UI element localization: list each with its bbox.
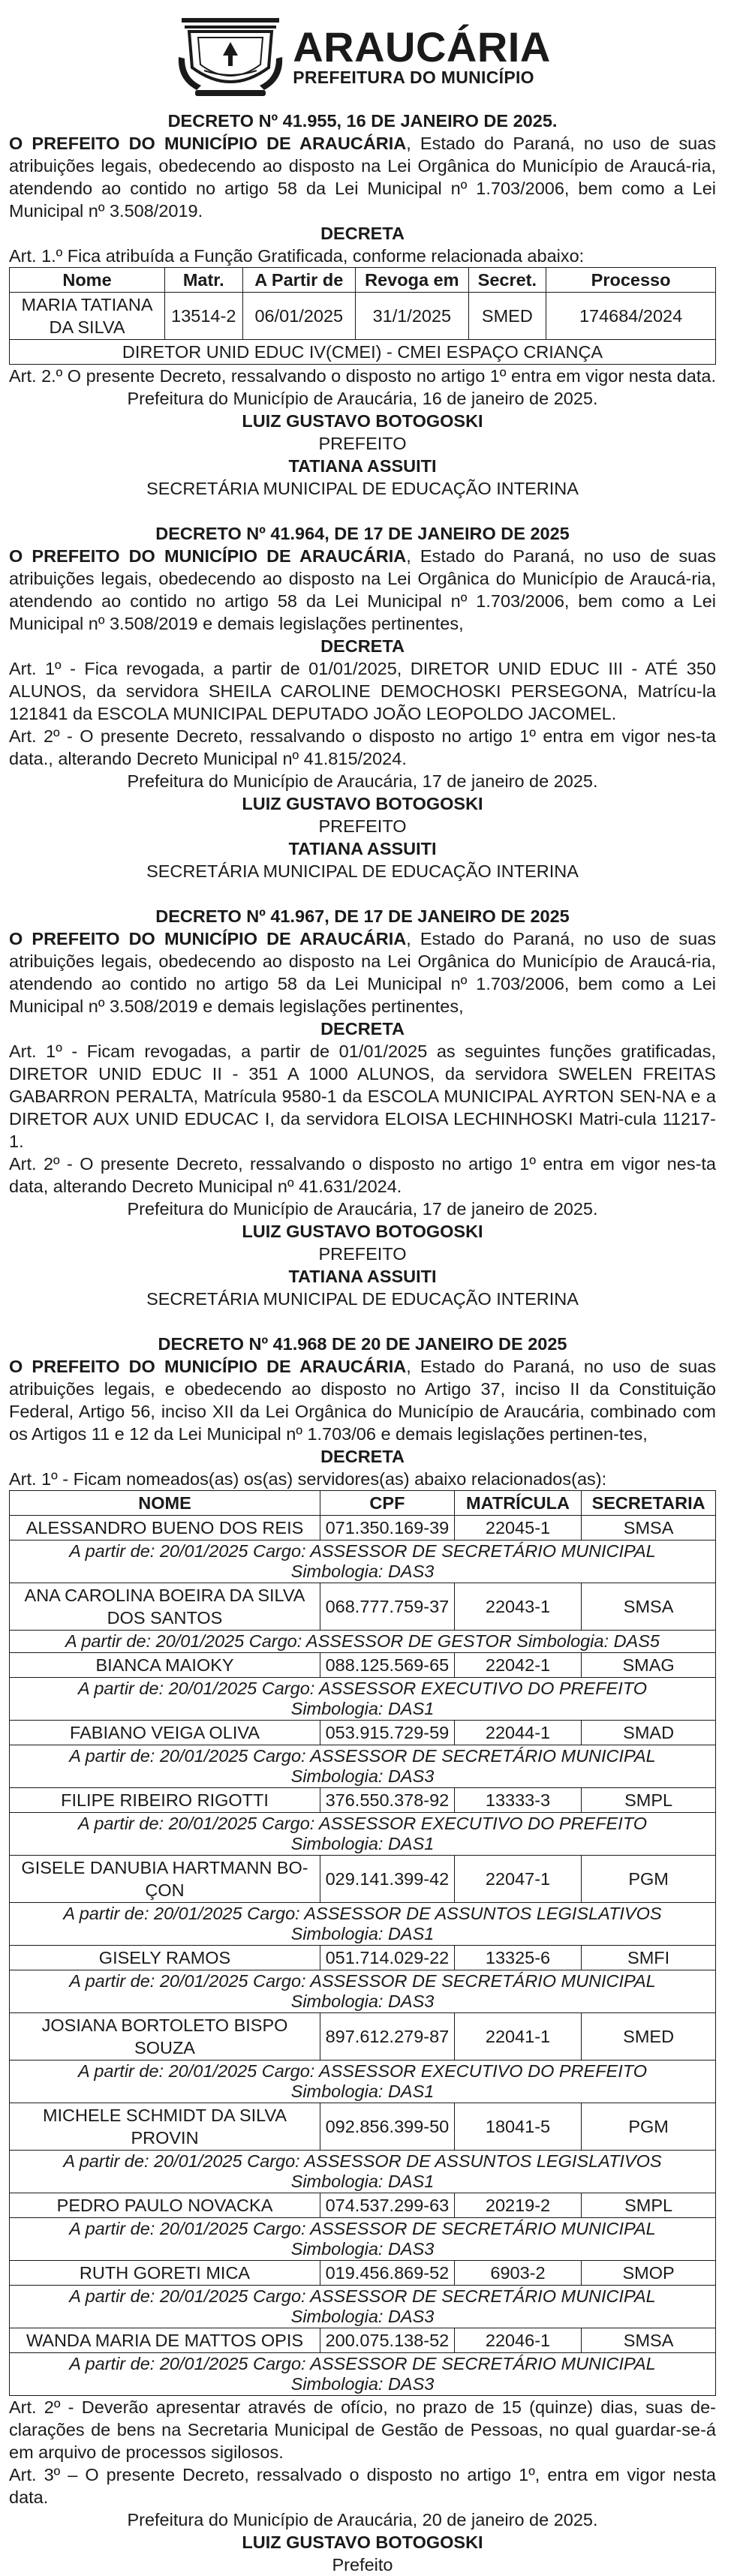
cell-secretaria: PGM [582, 1856, 716, 1903]
decree-41964 [9, 522, 716, 882]
table-row-detail [10, 1970, 716, 2013]
col-revoga-em: Revoga em [356, 268, 469, 293]
cell-cargo [10, 1745, 716, 1788]
table-row-detail [10, 2218, 716, 2261]
cell-cargo [10, 2151, 716, 2193]
cell-processo: 174684/2024 [546, 293, 716, 340]
decreta-label: DECRETA [320, 224, 405, 243]
col-processo: Processo [546, 268, 716, 293]
cell-cpf: 088.125.569-65 [320, 1653, 455, 1678]
place-date: Prefeitura do Município de Araucária, 16 de janeiro de 2025. [127, 389, 598, 408]
article-3: Art. 3º – O presente Decreto, ressalvado o disposto no artigo 1º, entra em vigor nesta data. [9, 2465, 716, 2507]
table-body [10, 1516, 716, 2396]
decree-title: DECRETO Nº 41.968 DE 20 DE JANEIRO DE 2025 [158, 1334, 567, 1354]
cell-cpf: 019.456.869-52 [320, 2261, 455, 2286]
col-matr: Matr. [165, 268, 243, 293]
place-date: Prefeitura do Município de Araucária, 20 de janeiro de 2025. [127, 2510, 598, 2529]
cell-matricula: 22045-1 [454, 1516, 581, 1540]
cargo-line: A partir de: 20/01/2025 Cargo: ASSESSOR DE SECRETÁRIO MUNICIPAL [69, 1971, 656, 1991]
table-row [10, 1946, 716, 1970]
table-row [10, 2328, 716, 2353]
cell-secret: SMED [468, 293, 546, 340]
table-row-detail [10, 2060, 716, 2103]
simbologia-line: Simbologia: DAS3 [290, 1766, 435, 1786]
article-1: Art. 1º - Fica revogada, a partir de 01/01/2025, DIRETOR UNID EDUC III - ATÉ 350 ALUNOS, da servidora SHEILA CAROLINE DEMOCHOSKI PERSEGONA, Matrícu-la 121841 da ESCOLA MUNICIPAL DEPUTADO JOÃO LEOPOLDO JACOMEL. [9, 659, 716, 723]
cell-secretaria: SMFI [582, 1946, 716, 1970]
cell-cpf: 053.915.729-59 [320, 1721, 455, 1745]
cell-nome: RUTH GORETI MICA [10, 2261, 320, 2286]
preamble-bold: O PREFEITO DO MUNICÍPIO DE ARAUCÁRIA [9, 546, 407, 566]
cell-nome: MARIA TATIANA DA SILVA [10, 293, 165, 340]
cell-matr: 13514-2 [165, 293, 243, 340]
preamble-bold: O PREFEITO DO MUNICÍPIO DE ARAUCÁRIA [9, 1357, 407, 1376]
table-row [10, 1583, 716, 1631]
cell-matricula: 22041-1 [454, 2013, 581, 2060]
cell-secretaria: SMAG [582, 1653, 716, 1678]
cell-cargo [10, 2218, 716, 2261]
simbologia-line: Simbologia: DAS3 [290, 1991, 435, 2011]
cell-matricula: 22047-1 [454, 1856, 581, 1903]
cell-cargo [10, 1540, 716, 1583]
decree-41955 [9, 110, 716, 500]
cell-cpf: 029.141.399-42 [320, 1856, 455, 1903]
cell-cargo [10, 1813, 716, 1856]
cell-nome: ALESSANDRO BUENO DOS REIS [10, 1516, 320, 1540]
cargo-line: A partir de: 20/01/2025 Cargo: ASSESSOR EXECUTIVO DO PREFEITO [78, 1679, 647, 1698]
cell-nome: GISELE DANUBIA HARTMANN BO-ÇON [10, 1856, 320, 1903]
col-secret: Secret. [468, 268, 546, 293]
cell-matricula: 22044-1 [454, 1721, 581, 1745]
col-cpf: CPF [320, 1491, 455, 1516]
cargo-line: A partir de: 20/01/2025 Cargo: ASSESSOR DE SECRETÁRIO MUNICIPAL [69, 2286, 656, 2306]
cell-nome: WANDA MARIA DE MATTOS OPIS [10, 2328, 320, 2353]
col-a-partir-de: A Partir de [242, 268, 356, 293]
cargo-line: A partir de: 20/01/2025 Cargo: ASSESSOR EXECUTIVO DO PREFEITO [78, 1814, 647, 1833]
decreta-label: DECRETA [320, 1447, 405, 1466]
cell-cargo [10, 1631, 716, 1653]
col-secretaria: SECRETARIA [582, 1491, 716, 1516]
table-row [10, 1721, 716, 1745]
signatory-role: PREFEITO [318, 1244, 407, 1264]
table-row-detail [10, 1903, 716, 1946]
cell-secretaria: SMOP [582, 2261, 716, 2286]
signatory-name: LUIZ GUSTAVO BOTOGOSKI [242, 1222, 483, 1241]
signatory-role: Prefeito [332, 2555, 393, 2574]
place-date: Prefeitura do Município de Araucária, 17 de janeiro de 2025. [127, 1199, 598, 1219]
simbologia-line: Simbologia: DAS1 [290, 2082, 435, 2101]
brand-name: ARAUCÁRIA [293, 23, 551, 71]
article-2: Art. 2º - O presente Decreto, ressalvando o disposto no artigo 1º entra em vigor nes-ta data, alterando Decreto Municipal nº 41.631/2024. [9, 1154, 716, 1196]
table-row [10, 1856, 716, 1903]
signatory-name: TATIANA ASSUITI [288, 1267, 437, 1286]
cell-matricula: 13325-6 [454, 1946, 581, 1970]
nomeacao-table [9, 1490, 716, 2396]
cell-nome: JOSIANA BORTOLETO BISPO SOUZA [10, 2013, 320, 2060]
preamble-text: , Estado do Paraná, no uso de suas atribuições legais, e obedecendo ao disposto no Artigo 37, inciso II da Constituição Federal, Artigo 56, inciso XII da Lei Orgânica do Município de Araucária, combinado com os Artigos 11 e 12 da Lei Municipal nº 1.703/06 e demais legislações pertinen-tes, [9, 1357, 716, 1444]
signatory-name: LUIZ GUSTAVO BOTOGOSKI [242, 411, 483, 431]
cell-matricula: 22046-1 [454, 2328, 581, 2353]
place-date: Prefeitura do Município de Araucária, 17 de janeiro de 2025. [127, 771, 598, 791]
table-row [10, 2103, 716, 2151]
cell-secretaria: SMPL [582, 2193, 716, 2218]
article-2: Art. 2.º O presente Decreto, ressalvando o disposto no artigo 1º entra em vigor nesta data. [9, 366, 717, 386]
decree-title: DECRETO Nº 41.967, DE 17 DE JANEIRO DE 2025 [155, 906, 570, 926]
signatory-name: TATIANA ASSUITI [288, 456, 437, 476]
table-row [10, 1788, 716, 1813]
cell-nome: ANA CAROLINA BOEIRA DA SILVA DOS SANTOS [10, 1583, 320, 1631]
cargo-line: A partir de: 20/01/2025 Cargo: ASSESSOR DE SECRETÁRIO MUNICIPAL [69, 1541, 656, 1561]
cell-cargo [10, 2286, 716, 2328]
cell-cpf: 068.777.759-37 [320, 1583, 455, 1631]
brand [293, 23, 551, 87]
preamble-text: , Estado do Paraná, no uso de suas atribuições legais, obedecendo ao disposto na Lei Orgânica do Município de Araucá-ria, atendendo ao contido no artigo 58 da Lei Municipal nº 1.703/2006, bem como a Lei Municipal nº 3.508/2019. [9, 134, 716, 221]
table-row-detail [10, 2286, 716, 2328]
cell-secretaria: SMSA [582, 1516, 716, 1540]
preamble-text: , Estado do Paraná, no uso de suas atribuições legais, obedecendo ao disposto na Lei Orgânica do Município de Araucá-ria, atendendo ao contido no artigo 58 da Lei Municipal nº 1.703/2006, bem como a Lei Municipal nº 3.508/2019 e demais legislações pertinentes, [9, 546, 716, 633]
table-row [10, 293, 716, 340]
simbologia-line: Simbologia: DAS1 [290, 1924, 435, 1943]
decree-preamble [9, 132, 716, 222]
signatory-name: TATIANA ASSUITI [288, 839, 437, 858]
cell-cargo [10, 1970, 716, 2013]
preamble-text: , Estado do Paraná, no uso de suas atribuições legais, obedecendo ao disposto na Lei Orgânica do Município de Araucá-ria, atendendo ao contido no artigo 58 da Lei Municipal nº 1.703/2006, bem como a Lei Municipal nº 3.508/2019 e demais legislações pertinentes, [9, 929, 716, 1016]
col-nome: NOME [10, 1491, 320, 1516]
table-row-detail [10, 2151, 716, 2193]
table-row [10, 2013, 716, 2060]
article-1: Art. 1º - Ficam revogadas, a partir de 01/01/2025 as seguintes funções gratificadas, DIRETOR UNID EDUC II - 351 A 1000 ALUNOS, da servidora SWELEN FREITAS GABARRON PERALTA, Matrícula 9580-1 da ESCOLA MUNICIPAL AYRTON SEN-NA e a DIRETOR AUX UNID EDUCAC I, da servidora ELOISA LECHINHOSKI Matri-cula 11217-1. [9, 1042, 716, 1151]
cargo-line: A partir de: 20/01/2025 Cargo: ASSESSOR DE SECRETÁRIO MUNICIPAL [69, 1746, 656, 1766]
cell-cpf: 200.075.138-52 [320, 2328, 455, 2353]
simbologia-line: Simbologia: DAS1 [290, 1834, 435, 1853]
article-2: Art. 2º - O presente Decreto, ressalvando o disposto no artigo 1º entra em vigor nes-ta data., alterando Decreto Municipal nº 41.815/2024. [9, 726, 716, 768]
municipal-crest-icon [174, 12, 287, 102]
cell-secretaria: SMSA [582, 1583, 716, 1631]
signatory-role: SECRETÁRIA MUNICIPAL DE EDUCAÇÃO INTERINA [146, 1289, 579, 1309]
table-row [10, 2261, 716, 2286]
decree-preamble [9, 545, 716, 635]
cell-matricula: 18041-5 [454, 2103, 581, 2151]
cell-cargo [10, 2353, 716, 2396]
cell-cpf: 092.856.399-50 [320, 2103, 455, 2151]
decree-41967 [9, 905, 716, 1310]
simbologia-line: Simbologia: DAS1 [290, 2172, 435, 2191]
decree-preamble [9, 927, 716, 1017]
cell-cpf: 071.350.169-39 [320, 1516, 455, 1540]
table-header-row [10, 268, 716, 293]
article-1: Art. 1.º Fica atribuída a Função Gratificada, conforme relacionada abaixo: [9, 246, 585, 266]
col-matricula: MATRÍCULA [454, 1491, 581, 1516]
simbologia-line: Simbologia: DAS3 [290, 1562, 435, 1581]
preamble-bold: O PREFEITO DO MUNICÍPIO DE ARAUCÁRIA [9, 929, 407, 948]
col-nome: Nome [10, 268, 165, 293]
cell-matricula: 22042-1 [454, 1653, 581, 1678]
table-row-detail [10, 1540, 716, 1583]
table-row [10, 1653, 716, 1678]
cell-cargo [10, 2060, 716, 2103]
preamble-bold: O PREFEITO DO MUNICÍPIO DE ARAUCÁRIA [9, 134, 407, 153]
cell-secretaria: PGM [582, 2103, 716, 2151]
article-2: Art. 2º - Deverão apresentar através de ofício, no prazo de 15 (quinze) dias, suas de-clarações de bens na Secretaria Municipal de Gestão de Pessoas, no qual guardar-se-á em arquivo de processos sigilosos. [9, 2397, 716, 2462]
cell-nome: FILIPE RIBEIRO RIGOTTI [10, 1788, 320, 1813]
signatory-name: LUIZ GUSTAVO BOTOGOSKI [242, 794, 483, 813]
simbologia-line: Simbologia: DAS1 [290, 1699, 435, 1718]
signatory-role: SECRETÁRIA MUNICIPAL DE EDUCAÇÃO INTERINA [146, 479, 579, 498]
cargo-line: A partir de: 20/01/2025 Cargo: ASSESSOR DE SECRETÁRIO MUNICIPAL [69, 2219, 656, 2238]
cell-matricula: 13333-3 [454, 1788, 581, 1813]
cell-cargo [10, 1678, 716, 1721]
brand-subtitle: PREFEITURA DO MUNICÍPIO [293, 68, 534, 87]
table-footer-row [10, 340, 716, 365]
decree-41968 [9, 1333, 716, 2576]
cell-nome: GISELY RAMOS [10, 1946, 320, 1970]
cell-function: DIRETOR UNID EDUC IV(CMEI) - CMEI ESPAÇO CRIANÇA [10, 340, 716, 365]
cargo-line: A partir de: 20/01/2025 Cargo: ASSESSOR EXECUTIVO DO PREFEITO [78, 2061, 647, 2081]
table-row-detail [10, 2353, 716, 2396]
cell-secretaria: SMSA [582, 2328, 716, 2353]
cell-nome: FABIANO VEIGA OLIVA [10, 1721, 320, 1745]
cell-matricula: 6903-2 [454, 2261, 581, 2286]
simbologia-line: Simbologia: DAS3 [290, 2307, 435, 2326]
table-row-detail [10, 1678, 716, 1721]
cell-secretaria: SMAD [582, 1721, 716, 1745]
cell-cargo [10, 1903, 716, 1946]
signatory-name: LUIZ GUSTAVO BOTOGOSKI [242, 2532, 483, 2552]
cell-secretaria: SMED [582, 2013, 716, 2060]
table-row [10, 2193, 716, 2218]
table-row [10, 1516, 716, 1540]
gratificada-table [9, 267, 716, 365]
table-row-detail [10, 1631, 716, 1653]
cargo-line: A partir de: 20/01/2025 Cargo: ASSESSOR DE ASSUNTOS LEGISLATIVOS [63, 1904, 662, 1923]
cell-secretaria: SMPL [582, 1788, 716, 1813]
decreta-label: DECRETA [320, 636, 405, 656]
table-row-detail [10, 1745, 716, 1788]
simbologia-line: Simbologia: DAS3 [290, 2374, 435, 2394]
table-header-row [10, 1491, 716, 1516]
cell-cpf: 897.612.279-87 [320, 2013, 455, 2060]
cell-matricula: 20219-2 [454, 2193, 581, 2218]
table-row-detail [10, 1813, 716, 1856]
decree-title: DECRETO Nº 41.955, 16 DE JANEIRO DE 2025. [167, 111, 558, 131]
cell-revoga-em: 31/1/2025 [356, 293, 469, 340]
decree-title: DECRETO Nº 41.964, DE 17 DE JANEIRO DE 2025 [155, 524, 570, 543]
cell-a-partir-de: 06/01/2025 [242, 293, 356, 340]
article-1: Art. 1º - Ficam nomeados(as) os(as) servidores(as) abaixo relacionados(as): [9, 1469, 607, 1489]
cell-cpf: 074.537.299-63 [320, 2193, 455, 2218]
cargo-line: A partir de: 20/01/2025 Cargo: ASSESSOR DE SECRETÁRIO MUNICIPAL [69, 2354, 656, 2373]
cell-nome: MICHELE SCHMIDT DA SILVA PROVIN [10, 2103, 320, 2151]
signatory-role: PREFEITO [318, 816, 407, 836]
cell-nome: PEDRO PAULO NOVACKA [10, 2193, 320, 2218]
masthead [9, 5, 716, 110]
decree-preamble [9, 1355, 716, 1445]
signatory-role: PREFEITO [318, 434, 407, 453]
cargo-line: A partir de: 20/01/2025 Cargo: ASSESSOR DE ASSUNTOS LEGISLATIVOS [63, 2151, 662, 2171]
cell-nome: BIANCA MAIOKY [10, 1653, 320, 1678]
cell-cpf: 051.714.029-22 [320, 1946, 455, 1970]
cargo-line: A partir de: 20/01/2025 Cargo: ASSESSOR DE GESTOR Simbologia: DAS5 [65, 1631, 660, 1651]
cell-cpf: 376.550.378-92 [320, 1788, 455, 1813]
signatory-role: SECRETÁRIA MUNICIPAL DE EDUCAÇÃO INTERINA [146, 861, 579, 881]
simbologia-line: Simbologia: DAS3 [290, 2239, 435, 2259]
cell-matricula: 22043-1 [454, 1583, 581, 1631]
decreta-label: DECRETA [320, 1019, 405, 1039]
